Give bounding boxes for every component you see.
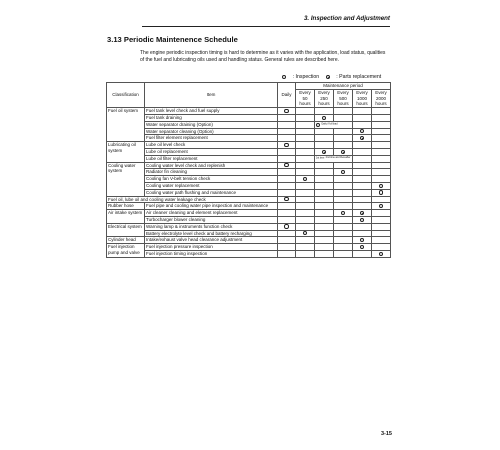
daily-cell — [278, 237, 296, 244]
period-cell — [353, 250, 372, 257]
period-note-cell — [315, 155, 353, 162]
table-row — [107, 244, 391, 251]
period-cell — [334, 237, 353, 244]
period-cell — [372, 108, 391, 115]
span-item-cell: Fuel oil, lube oil and cooling water leakage check — [107, 196, 278, 203]
period-cell — [296, 108, 315, 115]
period-cell — [372, 244, 391, 251]
table-row — [107, 108, 391, 115]
period-cell — [296, 189, 315, 196]
period-cell — [296, 135, 315, 142]
daily-cell — [278, 176, 296, 183]
table-row — [107, 135, 391, 142]
table-row — [107, 230, 391, 237]
period-cell — [334, 244, 353, 251]
period-cell — [296, 250, 315, 257]
daily-cell — [278, 135, 296, 142]
period-cell — [296, 223, 315, 230]
table-row — [107, 189, 391, 196]
legend — [282, 74, 386, 80]
daily-cell — [278, 121, 296, 128]
page-number: 3-15 — [380, 431, 392, 437]
inspection-symbol-icon — [282, 75, 286, 79]
replacement-symbol-icon — [322, 150, 326, 154]
period-cell — [353, 121, 372, 128]
period-cell — [296, 182, 315, 189]
period-cell — [296, 244, 315, 251]
daily-cell — [278, 203, 296, 210]
period-header: Every 250 hours — [315, 89, 334, 107]
period-cell — [353, 182, 372, 189]
period-cell — [296, 203, 315, 210]
item-cell: Fuel injection timing inspection — [145, 250, 278, 257]
table-row — [107, 210, 391, 217]
table-row — [107, 223, 391, 230]
maintenance-period-header: Maintenance period — [296, 83, 391, 90]
replacement-symbol-icon — [326, 75, 330, 79]
inspection-symbol-icon — [303, 231, 307, 235]
period-cell — [372, 237, 391, 244]
item-cell: Radiator fin cleaning — [145, 169, 278, 176]
period-header: Every 1000 hours — [353, 89, 372, 107]
period-cell — [353, 216, 372, 223]
replacement-symbol-icon — [360, 136, 364, 140]
inspection-symbol-icon — [316, 123, 320, 127]
daily-cell — [278, 169, 296, 176]
header-rule — [142, 26, 390, 27]
period-cell — [372, 128, 391, 135]
period-cell — [296, 176, 315, 183]
period-cell — [315, 135, 334, 142]
item-cell: Warning lamp & instruments function check — [145, 223, 278, 230]
table-row — [107, 155, 391, 162]
period-cell — [353, 203, 372, 210]
daily-cell — [278, 230, 296, 237]
period-cell — [372, 121, 391, 128]
inspection-symbol-icon — [360, 238, 364, 242]
period-cell — [315, 189, 334, 196]
daily-cell — [278, 250, 296, 257]
item-cell: Cooling water path flushing and maintenance — [145, 189, 278, 196]
table-row — [107, 182, 391, 189]
period-cell — [315, 203, 334, 210]
daily-header: Daily — [278, 83, 296, 108]
table-row — [107, 237, 391, 244]
period-cell — [334, 182, 353, 189]
period-cell — [353, 108, 372, 115]
item-cell: Cooling water level check and replenish — [145, 162, 278, 169]
period-cell — [296, 128, 315, 135]
period-header: Every 2000 hours — [372, 89, 391, 107]
period-cell — [372, 142, 391, 149]
period-cell — [372, 155, 391, 162]
period-cell — [334, 114, 353, 121]
period-cell — [296, 155, 315, 162]
period-cell — [296, 237, 315, 244]
table-row — [107, 176, 391, 183]
period-cell — [334, 176, 353, 183]
period-cell — [315, 169, 334, 176]
period-cell — [296, 162, 315, 169]
table-row — [107, 169, 391, 176]
period-cell — [334, 142, 353, 149]
table-row — [107, 114, 391, 121]
chapter-title: 3. Inspection and Adjustment — [303, 15, 390, 22]
item-cell: Air cleaner cleaning and element replacement — [145, 210, 278, 217]
inspection-symbol-icon — [379, 190, 383, 194]
period-cell — [334, 203, 353, 210]
inspection-symbol-icon — [360, 245, 364, 249]
inspection-symbol-icon — [284, 143, 288, 147]
period-cell — [334, 108, 353, 115]
period-cell — [315, 210, 334, 217]
period-cell — [296, 142, 315, 149]
item-cell: Lube oil replacement — [145, 148, 278, 155]
table-row — [107, 203, 391, 210]
replacement-symbol-icon — [360, 211, 364, 215]
period-cell — [315, 108, 334, 115]
period-cell — [315, 216, 334, 223]
inspection-symbol-icon — [379, 184, 383, 188]
period-cell — [353, 230, 372, 237]
period-cell — [315, 176, 334, 183]
daily-cell — [278, 223, 296, 230]
period-cell — [353, 189, 372, 196]
classification-header: Classification — [107, 83, 145, 108]
period-cell — [315, 196, 334, 203]
classification-cell: Cylinder head — [107, 237, 145, 244]
legend-inspection-label: : Inspection — [292, 74, 320, 80]
period-cell — [353, 155, 372, 162]
inspection-symbol-icon — [379, 252, 383, 256]
period-cell — [353, 114, 372, 121]
period-cell — [315, 230, 334, 237]
table-row — [107, 128, 391, 135]
period-cell — [372, 250, 391, 257]
period-cell — [353, 176, 372, 183]
period-cell — [372, 114, 391, 121]
header-row — [107, 83, 391, 90]
inspection-symbol-icon — [360, 129, 364, 133]
period-cell — [315, 121, 353, 128]
period-cell — [315, 182, 334, 189]
classification-cell: Rubber hose — [107, 203, 145, 210]
period-note: Daily if full load — [321, 122, 338, 126]
inspection-symbol-icon — [341, 211, 345, 215]
period-header: Every 50 hours — [296, 89, 315, 107]
period-cell — [372, 230, 391, 237]
item-header: Item — [145, 83, 278, 108]
period-cell — [296, 210, 315, 217]
maintenance-schedule-table — [106, 82, 391, 258]
period-cell — [353, 223, 372, 230]
daily-cell — [278, 108, 296, 115]
period-cell — [296, 169, 315, 176]
period-cell — [372, 203, 391, 210]
period-cell — [334, 128, 353, 135]
daily-cell — [278, 114, 296, 121]
period-note: 2nd time and thereafter — [325, 156, 351, 160]
item-cell: Water separator cleaning (Option) — [145, 128, 278, 135]
classification-cell: Air intake system — [107, 210, 145, 224]
period-cell — [372, 182, 391, 189]
classification-cell: Fuel injection pump and valve — [107, 244, 145, 258]
period-cell — [315, 250, 334, 257]
table-row — [107, 121, 391, 128]
item-cell: Fuel filter element replacement — [145, 135, 278, 142]
inspection-symbol-icon — [303, 177, 307, 181]
item-cell: Fuel pipe and cooling water pipe inspection and maintenance — [145, 203, 278, 210]
period-cell — [315, 244, 334, 251]
classification-cell: Lubricating oil system — [107, 142, 145, 162]
daily-cell — [278, 216, 296, 223]
period-cell — [296, 196, 315, 203]
period-cell — [296, 114, 315, 121]
daily-cell — [278, 244, 296, 251]
inspection-symbol-icon — [379, 204, 383, 208]
inspection-symbol-icon — [322, 116, 326, 120]
daily-cell — [278, 148, 296, 155]
item-cell: Fuel injection pressure inspection — [145, 244, 278, 251]
period-cell — [315, 237, 334, 244]
item-cell: Lube oil filter replacement — [145, 155, 278, 162]
daily-cell — [278, 182, 296, 189]
period-cell — [334, 162, 353, 169]
item-cell: Cooling fan V-belt tension check — [145, 176, 278, 183]
daily-cell — [278, 128, 296, 135]
period-cell — [334, 135, 353, 142]
daily-cell — [278, 162, 296, 169]
legend-replacement-label: : Parts replacement — [336, 74, 382, 80]
period-cell — [353, 244, 372, 251]
period-cell — [315, 142, 334, 149]
period-cell — [296, 230, 315, 237]
schedule-body — [107, 108, 391, 258]
period-cell — [334, 169, 353, 176]
period-cell — [334, 216, 353, 223]
daily-cell — [278, 189, 296, 196]
period-cell — [372, 148, 391, 155]
period-cell — [353, 162, 372, 169]
period-cell — [353, 128, 372, 135]
item-cell: Fuel tank draining — [145, 114, 278, 121]
period-cell — [315, 223, 334, 230]
period-cell — [372, 196, 391, 203]
inspection-symbol-icon — [284, 163, 288, 167]
period-cell — [315, 114, 334, 121]
item-cell: Fuel tank level check and fuel supply — [145, 108, 278, 115]
period-cell — [334, 230, 353, 237]
period-cell — [296, 216, 315, 223]
classification-cell: Cooling water system — [107, 162, 145, 196]
period-cell — [372, 210, 391, 217]
period-cell — [334, 223, 353, 230]
period-cell — [372, 169, 391, 176]
classification-cell: Electrical system — [107, 223, 145, 237]
period-cell — [334, 210, 353, 217]
period-cell — [334, 189, 353, 196]
period-cell — [372, 135, 391, 142]
period-cell — [353, 210, 372, 217]
period-cell — [353, 142, 372, 149]
period-header: Every 500 hours — [334, 89, 353, 107]
period-cell — [334, 196, 353, 203]
period-cell — [353, 169, 372, 176]
table-row — [107, 196, 391, 203]
classification-cell: Fuel oil system — [107, 108, 145, 142]
period-cell — [353, 196, 372, 203]
period-cell — [372, 223, 391, 230]
period-cell — [315, 162, 334, 169]
item-cell: Turbocharger blower cleaning — [145, 216, 278, 223]
item-cell: Cooling water replacement — [145, 182, 278, 189]
table-row — [107, 148, 391, 155]
period-cell — [334, 148, 353, 155]
table-row — [107, 250, 391, 257]
item-cell: Battery electrolyte level check and battery recharging — [145, 230, 278, 237]
period-cell — [334, 250, 353, 257]
inspection-symbol-icon — [341, 170, 345, 174]
table-row — [107, 162, 391, 169]
period-cell — [315, 148, 334, 155]
period-cell — [353, 237, 372, 244]
inspection-symbol-icon — [284, 224, 288, 228]
period-cell — [372, 162, 391, 169]
period-cell — [372, 216, 391, 223]
period-cell — [353, 148, 372, 155]
period-cell — [315, 128, 334, 135]
intro-paragraph: The engine periodic inspection timing is hard to determine as it varies with the application, load status, qualities of the fuel and lubricating oils used and handling status. General rules are described here. — [140, 50, 386, 64]
inspection-symbol-icon — [360, 218, 364, 222]
period-note: 1st time — [316, 156, 325, 160]
section-title: 3.13 Periodic Maintenence Schedule — [107, 35, 238, 44]
replacement-symbol-icon — [341, 150, 345, 154]
daily-cell — [278, 210, 296, 217]
item-cell: Lube oil level check — [145, 142, 278, 149]
item-cell: Intake/exhaust valve head clearance adjustment — [145, 237, 278, 244]
table-row — [107, 142, 391, 149]
period-cell — [372, 176, 391, 183]
period-cell — [372, 189, 391, 196]
inspection-symbol-icon — [284, 109, 288, 113]
period-cell — [296, 148, 315, 155]
daily-cell — [278, 155, 296, 162]
daily-cell — [278, 142, 296, 149]
item-cell: Water separator draining (Option) — [145, 121, 278, 128]
inspection-symbol-icon — [284, 197, 288, 201]
daily-cell — [278, 196, 296, 203]
period-cell — [353, 135, 372, 142]
period-cell — [296, 121, 315, 128]
table-row — [107, 216, 391, 223]
